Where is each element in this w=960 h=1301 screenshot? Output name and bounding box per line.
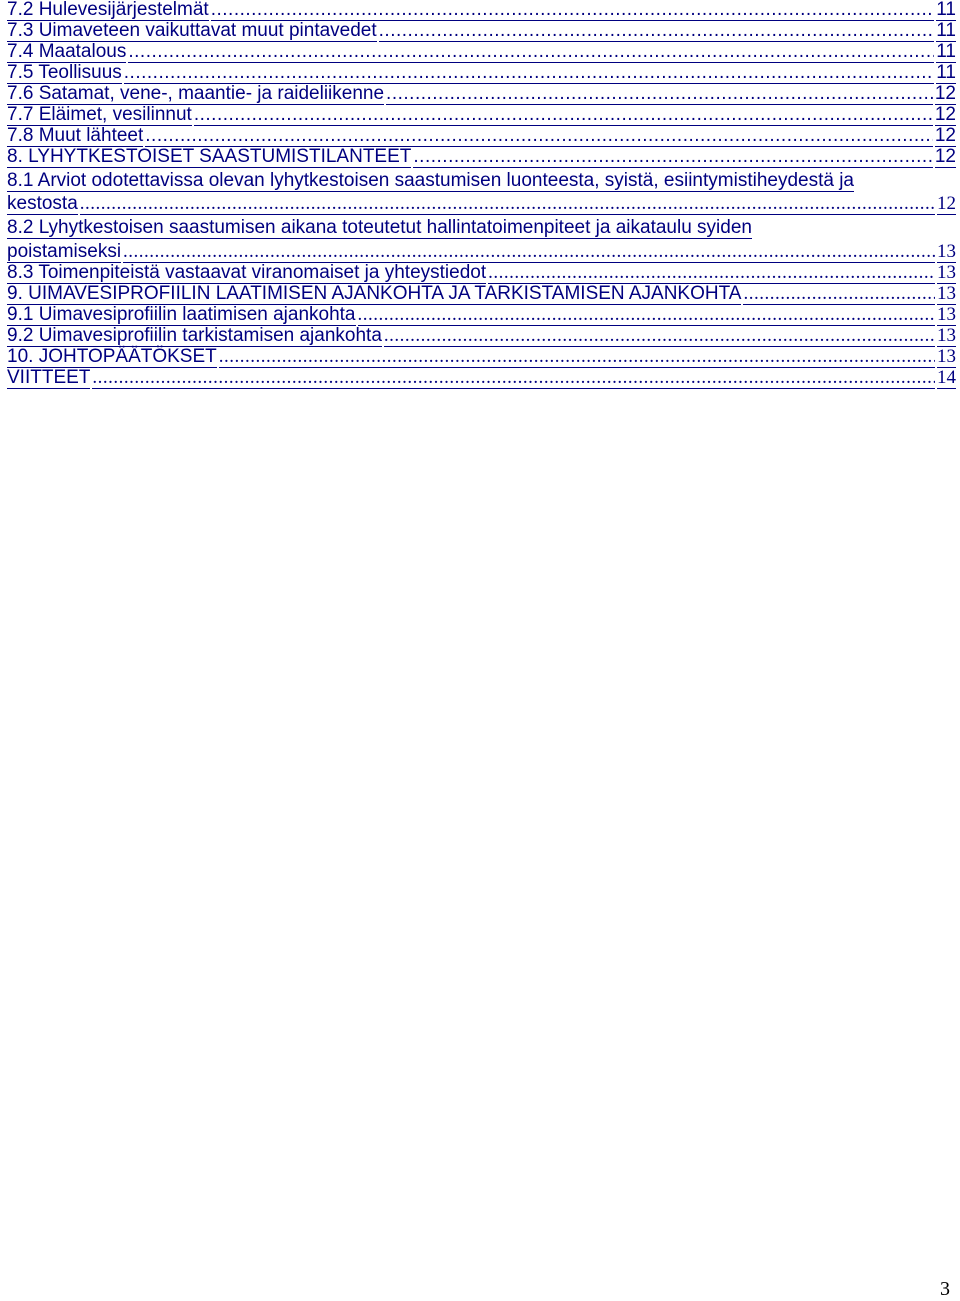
- toc-entry-8-3[interactable]: [7, 263, 956, 284]
- toc-entry-title: 8.3 Toimenpiteistä vastaavat viranomaiset ja yhteystiedot: [7, 261, 487, 283]
- toc-entry-7-4[interactable]: [7, 42, 956, 63]
- toc-entry-8[interactable]: [7, 147, 956, 168]
- toc-entry-7-6[interactable]: [7, 84, 956, 105]
- toc-entry-7-2[interactable]: [7, 0, 956, 21]
- toc-leader-dots: [743, 284, 935, 305]
- toc-entry-title: 7.4 Maatalous: [7, 41, 127, 62]
- toc-leader-dots: [211, 0, 935, 21]
- toc-leader-dots: [124, 63, 934, 84]
- toc-entry-title: 7.8 Muut lähteet: [7, 125, 144, 146]
- toc-entry-title: 8. LYHYTKESTOISET SAASTUMISTILANTEET: [7, 146, 412, 167]
- toc-entry-9-2[interactable]: [7, 326, 956, 347]
- toc-entry-page: 12: [937, 193, 956, 215]
- toc-entry-title: 9.2 Uimavesiprofiilin tarkistamisen ajankohta: [7, 324, 382, 346]
- toc-leader-dots: [128, 42, 934, 63]
- toc-entry-page: 13: [937, 303, 956, 325]
- toc-entry-page: 12: [934, 104, 956, 125]
- toc-entry-title: 7.7 Eläimet, vesilinnut: [7, 104, 192, 125]
- toc-entry-title: 10. JOHTOPÄÄTÖKSET: [7, 345, 217, 367]
- toc-entry-page: 11: [936, 41, 956, 62]
- toc-leader-dots: [145, 126, 933, 147]
- toc-entry-7-5[interactable]: [7, 63, 956, 84]
- toc-entry-page: 11: [936, 0, 956, 20]
- toc-entry-8-2[interactable]: [7, 215, 956, 262]
- toc-leader-dots: [123, 242, 935, 263]
- toc-entry-page: 12: [934, 83, 956, 104]
- toc-entry-page: 13: [937, 282, 956, 304]
- toc-entry-7-8[interactable]: [7, 126, 956, 147]
- toc-entry-title-line2: poistamiseksi: [7, 240, 122, 262]
- toc-entry-7-7[interactable]: [7, 105, 956, 126]
- toc-entry-title: 9. UIMAVESIPROFIILIN LAATIMISEN AJANKOHTA JA TARKISTAMISEN AJANKOHTA: [7, 282, 742, 304]
- table-of-contents: [7, 0, 956, 389]
- toc-entry-title: 7.3 Uimaveteen vaikuttavat muut pintavedet: [7, 20, 377, 41]
- toc-entry-9-1[interactable]: [7, 305, 956, 326]
- toc-leader-dots: [92, 368, 935, 389]
- toc-entry-page: 12: [934, 125, 956, 146]
- toc-entry-title: 7.2 Hulevesijärjestelmät: [7, 0, 209, 20]
- toc-entry-page: 11: [936, 62, 956, 83]
- toc-leader-dots: [384, 326, 935, 347]
- toc-entry-title: 7.5 Teollisuus: [7, 62, 122, 83]
- toc-entry-title-line1: 8.2 Lyhytkestoisen saastumisen aikana toteutetut hallintatoimenpiteet ja aikataulu syiden: [7, 217, 752, 239]
- toc-leader-dots: [80, 194, 935, 215]
- toc-entry-page: 13: [937, 240, 956, 262]
- toc-leader-dots: [194, 105, 933, 126]
- toc-entry-title-line2: kestosta: [7, 193, 78, 215]
- toc-leader-dots: [413, 147, 932, 168]
- toc-entry-title-line1: 8.1 Arviot odotettavissa olevan lyhytkestoisen saastumisen luonteesta, syistä, esiintymistiheydestä ja: [7, 170, 854, 191]
- toc-leader-dots: [379, 21, 935, 42]
- toc-entry-9[interactable]: [7, 284, 956, 305]
- toc-entry-8-1[interactable]: [7, 168, 956, 215]
- toc-leader-dots: [358, 305, 935, 326]
- toc-entry-page: 12: [934, 146, 956, 167]
- toc-entry-7-3[interactable]: [7, 21, 956, 42]
- toc-entry-title: 9.1 Uimavesiprofiilin laatimisen ajankohta: [7, 303, 356, 325]
- toc-entry-10[interactable]: [7, 347, 956, 368]
- toc-entry-page: 14: [937, 366, 956, 388]
- toc-entry-page: 13: [937, 345, 956, 367]
- toc-entry-page: 11: [936, 20, 956, 41]
- page-number: 3: [940, 1278, 950, 1300]
- toc-leader-dots: [386, 84, 933, 105]
- toc-entry-viitteet[interactable]: [7, 368, 956, 389]
- toc-entry-title: 7.6 Satamat, vene-, maantie- ja raideliikenne: [7, 83, 385, 104]
- toc-entry-page: 13: [937, 261, 956, 283]
- toc-entry-page: 13: [937, 324, 956, 346]
- toc-leader-dots: [488, 263, 935, 284]
- toc-entry-title: VIITTEET: [7, 366, 91, 388]
- toc-leader-dots: [219, 347, 935, 368]
